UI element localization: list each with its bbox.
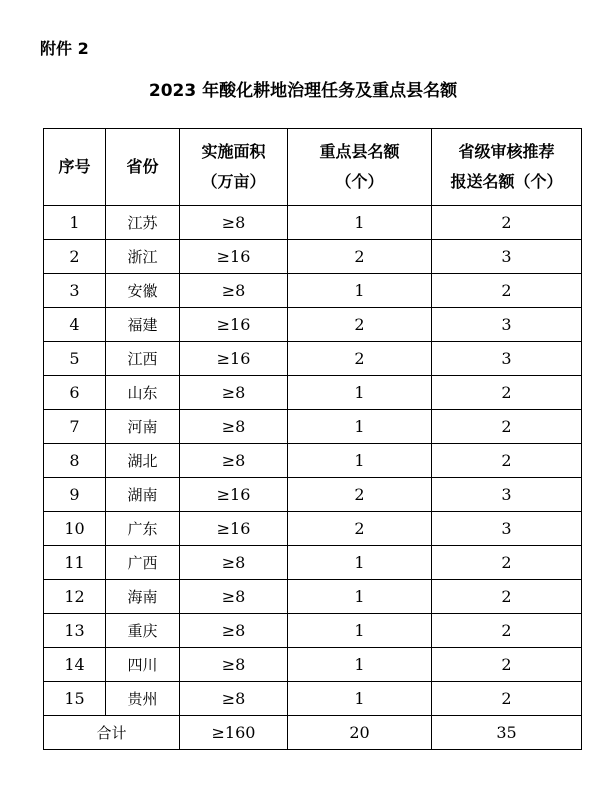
cell-province: 江西 — [106, 342, 180, 376]
cell-area: ≥8 — [180, 206, 288, 240]
header-quota-line1: 重点县名额 — [319, 142, 400, 161]
attachment-label: 附件 2 — [40, 39, 89, 58]
table-row — [44, 614, 582, 648]
cell-quota: 1 — [288, 274, 432, 308]
header-area — [180, 129, 288, 206]
cell-seq: 11 — [44, 546, 106, 580]
table-row — [44, 342, 582, 376]
cell-area: ≥16 — [180, 342, 288, 376]
cell-seq: 15 — [44, 682, 106, 716]
cell-province: 重庆 — [106, 614, 180, 648]
header-province: 省份 — [106, 129, 180, 206]
table-row — [44, 240, 582, 274]
header-quota — [288, 129, 432, 206]
cell-area: ≥8 — [180, 648, 288, 682]
table-header-row — [44, 129, 582, 206]
cell-seq: 9 — [44, 478, 106, 512]
cell-quota: 1 — [288, 376, 432, 410]
cell-quota: 1 — [288, 410, 432, 444]
table-row — [44, 274, 582, 308]
cell-area: ≥16 — [180, 512, 288, 546]
cell-province: 福建 — [106, 308, 180, 342]
cell-quota: 1 — [288, 580, 432, 614]
cell-area: ≥8 — [180, 614, 288, 648]
document-title: 2023 年酸化耕地治理任务及重点县名额 — [148, 81, 458, 101]
table-row — [44, 308, 582, 342]
cell-quota: 1 — [288, 648, 432, 682]
cell-area: ≥16 — [180, 478, 288, 512]
cell-quota: 1 — [288, 614, 432, 648]
cell-seq: 12 — [44, 580, 106, 614]
cell-province: 湖南 — [106, 478, 180, 512]
total-quota: 20 — [288, 716, 432, 750]
cell-quota: 2 — [288, 308, 432, 342]
cell-area: ≥8 — [180, 444, 288, 478]
cell-area: ≥8 — [180, 580, 288, 614]
cell-province: 安徽 — [106, 274, 180, 308]
cell-review: 2 — [432, 682, 582, 716]
cell-quota: 1 — [288, 444, 432, 478]
cell-seq: 6 — [44, 376, 106, 410]
cell-review: 2 — [432, 274, 582, 308]
cell-province: 河南 — [106, 410, 180, 444]
cell-area: ≥8 — [180, 376, 288, 410]
cell-area: ≥16 — [180, 240, 288, 274]
cell-area: ≥8 — [180, 546, 288, 580]
table-row — [44, 376, 582, 410]
header-seq: 序号 — [44, 129, 106, 206]
cell-province: 广东 — [106, 512, 180, 546]
cell-quota: 2 — [288, 240, 432, 274]
header-quota-line2: （个） — [335, 172, 384, 191]
table-row — [44, 648, 582, 682]
cell-area: ≥8 — [180, 682, 288, 716]
cell-review: 3 — [432, 308, 582, 342]
cell-review: 2 — [432, 444, 582, 478]
table-row — [44, 478, 582, 512]
cell-province: 山东 — [106, 376, 180, 410]
total-area: ≥160 — [180, 716, 288, 750]
total-review: 35 — [432, 716, 582, 750]
cell-seq: 10 — [44, 512, 106, 546]
header-review — [432, 129, 582, 206]
cell-review: 3 — [432, 478, 582, 512]
cell-province: 贵州 — [106, 682, 180, 716]
cell-review: 3 — [432, 512, 582, 546]
cell-review: 3 — [432, 240, 582, 274]
table-total-row — [44, 716, 582, 750]
cell-quota: 2 — [288, 342, 432, 376]
cell-seq: 5 — [44, 342, 106, 376]
cell-province: 广西 — [106, 546, 180, 580]
cell-area: ≥8 — [180, 274, 288, 308]
cell-quota: 2 — [288, 512, 432, 546]
cell-review: 3 — [432, 342, 582, 376]
header-area-line2: （万亩） — [201, 172, 266, 191]
cell-quota: 2 — [288, 478, 432, 512]
cell-province: 湖北 — [106, 444, 180, 478]
cell-province: 四川 — [106, 648, 180, 682]
table-row — [44, 444, 582, 478]
table-row — [44, 206, 582, 240]
cell-seq: 2 — [44, 240, 106, 274]
table-row — [44, 546, 582, 580]
table-row — [44, 580, 582, 614]
cell-review: 2 — [432, 614, 582, 648]
cell-review: 2 — [432, 410, 582, 444]
cell-review: 2 — [432, 648, 582, 682]
table-row — [44, 682, 582, 716]
header-area-line1: 实施面积 — [201, 142, 266, 161]
cell-quota: 1 — [288, 546, 432, 580]
cell-review: 2 — [432, 206, 582, 240]
cell-province: 江苏 — [106, 206, 180, 240]
cell-quota: 1 — [288, 682, 432, 716]
cell-seq: 8 — [44, 444, 106, 478]
quota-table — [43, 128, 582, 750]
cell-seq: 7 — [44, 410, 106, 444]
cell-province: 海南 — [106, 580, 180, 614]
cell-province: 浙江 — [106, 240, 180, 274]
cell-review: 2 — [432, 580, 582, 614]
cell-seq: 14 — [44, 648, 106, 682]
cell-seq: 13 — [44, 614, 106, 648]
table-row — [44, 512, 582, 546]
cell-seq: 3 — [44, 274, 106, 308]
total-label: 合计 — [44, 716, 180, 750]
cell-area: ≥16 — [180, 308, 288, 342]
cell-review: 2 — [432, 546, 582, 580]
table-row — [44, 410, 582, 444]
cell-seq: 4 — [44, 308, 106, 342]
cell-area: ≥8 — [180, 410, 288, 444]
cell-seq: 1 — [44, 206, 106, 240]
cell-quota: 1 — [288, 206, 432, 240]
header-review-line1: 省级审核推荐 — [458, 142, 555, 161]
header-review-line2: 报送名额（个） — [450, 172, 563, 191]
cell-review: 2 — [432, 376, 582, 410]
